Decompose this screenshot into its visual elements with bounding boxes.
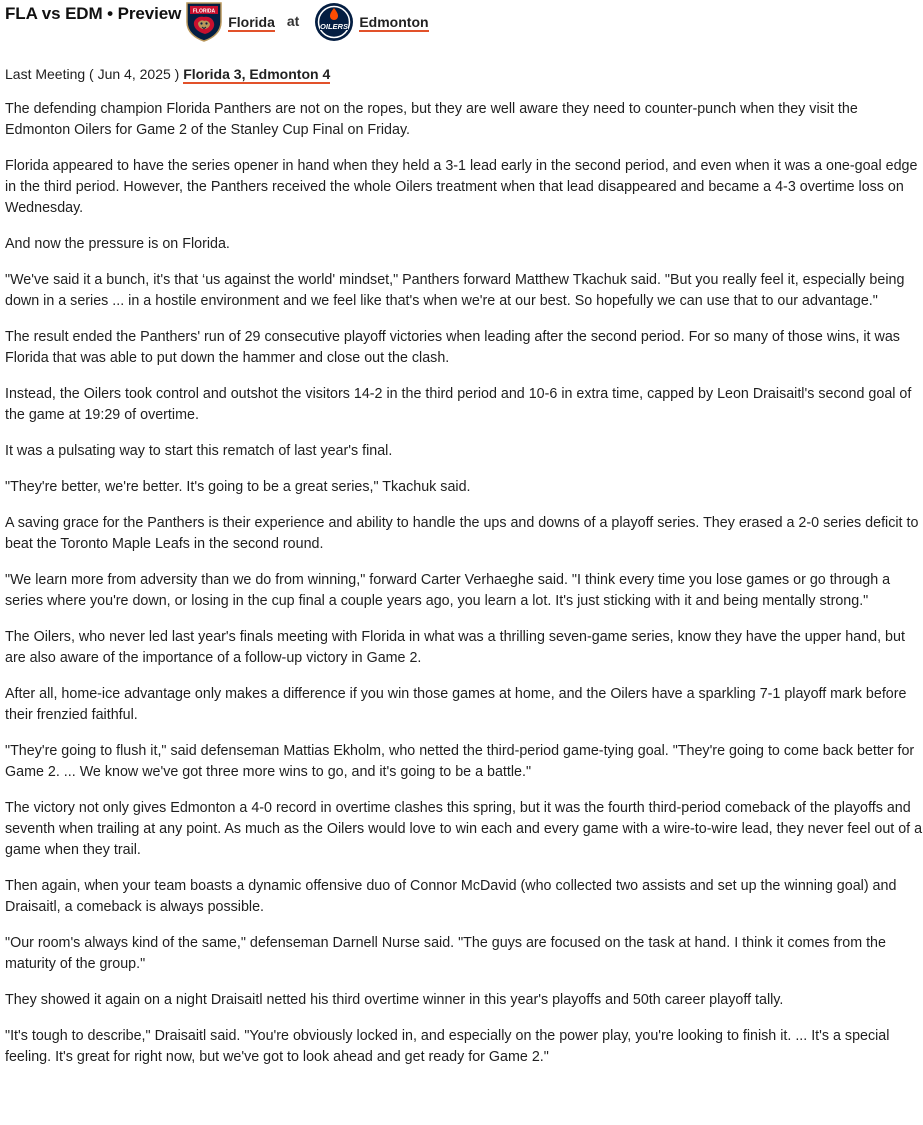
article-paragraph: It was a pulsating way to start this rematch of last year's final. <box>5 443 393 459</box>
article-paragraph: "We learn more from adversity than we do from winning," forward Carter Verhaeghe said. "I think every time you lose games or go through a series where you're down, or losing in the cup final a couple years ago, you learn a lot. It's just sticking with it and being mentally strong." <box>5 572 891 609</box>
article-paragraph: The victory not only gives Edmonton a 4-0 record in overtime clashes this spring, but it was the fourth third-period comeback of the playoffs and seventh when trailing at any point. As much as the Oilers would love to win each and every game with a wire-to-wire lead, they never feel out of a game when they trail. <box>5 800 923 858</box>
article-paragraph: "They're going to flush it," said defenseman Mattias Ekholm, who netted the third-period game-tying goal. "They're going to come back better for Game 2. ... We know we've got three more wins to go, and it's going to be a battle." <box>5 743 915 780</box>
article-paragraph: After all, home-ice advantage only makes a difference if you win those games at home, and the Oilers have a sparkling 7-1 playoff mark before their frenzied faithful. <box>5 686 907 723</box>
svg-text:FLORIDA: FLORIDA <box>193 8 216 15</box>
matchup-header <box>5 0 429 44</box>
last-meeting-result-link[interactable]: Florida 3, Edmonton 4 <box>183 66 331 82</box>
article-body <box>5 99 923 1083</box>
article-paragraph: "Our room's always kind of the same," defenseman Darnell Nurse said. "The guys are focused on the task at hand. I think it comes from the maturity of the group." <box>5 935 886 972</box>
article-paragraph: The result ended the Panthers' run of 29 consecutive playoff victories when leading after the second period. For so many of those wins, it was Florida that was able to put down the hammer and close out the clash. <box>5 329 900 366</box>
at-label: at <box>286 13 300 29</box>
article-paragraph: "It's tough to describe," Draisaitl said. "You're obviously locked in, and especially on the power play, you're looking to finish it. ... It's a special feeling. It's great for right now, but we've got to look ahead and get ready for Game 2." <box>5 1028 890 1065</box>
home-team-link[interactable]: Edmonton <box>359 14 429 30</box>
page-title: FLA vs EDM • Preview <box>5 4 182 23</box>
last-meeting-label: Last Meeting ( Jun 4, 2025 ) <box>5 66 180 82</box>
article-paragraph: A saving grace for the Panthers is their experience and ability to handle the ups and downs of a playoff series. They erased a 2-0 series deficit to beat the Toronto Maple Leafs in the second round. <box>5 515 919 552</box>
article-paragraph: Florida appeared to have the series opener in hand when they held a 3-1 lead early in the second period, and even when it was a one-goal edge in the third period. However, the Panthers received the whole Oilers treatment when that lead disappeared and became a 4-3 overtime loss on Wednesday. <box>5 158 918 216</box>
article-paragraph: "They're better, we're better. It's going to be a great series," Tkachuk said. <box>5 479 471 495</box>
last-meeting <box>5 64 330 84</box>
panthers-logo-icon[interactable] <box>185 0 223 42</box>
away-team-link[interactable]: Florida <box>228 14 275 30</box>
svg-text:OILERS: OILERS <box>320 22 349 31</box>
article-paragraph: Then again, when your team boasts a dynamic offensive duo of Connor McDavid (who collected two assists and set up the winning goal) and Draisaitl, a comeback is always possible. <box>5 878 897 915</box>
article-paragraph: They showed it again on a night Draisaitl netted his third overtime winner in this year's playoffs and 50th career playoff tally. <box>5 992 784 1008</box>
article-paragraph: And now the pressure is on Florida. <box>5 236 230 252</box>
article-paragraph: Instead, the Oilers took control and outshot the visitors 14-2 in the third period and 10-6 in extra time, capped by Leon Draisaitl's second goal of the game at 19:29 of overtime. <box>5 386 912 423</box>
oilers-logo-icon[interactable] <box>314 2 354 42</box>
article-paragraph: The Oilers, who never led last year's finals meeting with Florida in what was a thrilling seven-game series, know they have the upper hand, but are also aware of the importance of a follow-up victory in Game 2. <box>5 629 905 666</box>
article-paragraph: "We've said it a bunch, it's that ‘us against the world' mindset," Panthers forward Matthew Tkachuk said. "But you really feel it, especially being down in a series ... in a hostile environment and we feel like that's when we're at our best. So hopefully we can use that to our advantage." <box>5 272 905 309</box>
article-paragraph: The defending champion Florida Panthers are not on the ropes, but they are well aware they need to counter-punch when they visit the Edmonton Oilers for Game 2 of the Stanley Cup Final on Friday. <box>5 101 858 138</box>
